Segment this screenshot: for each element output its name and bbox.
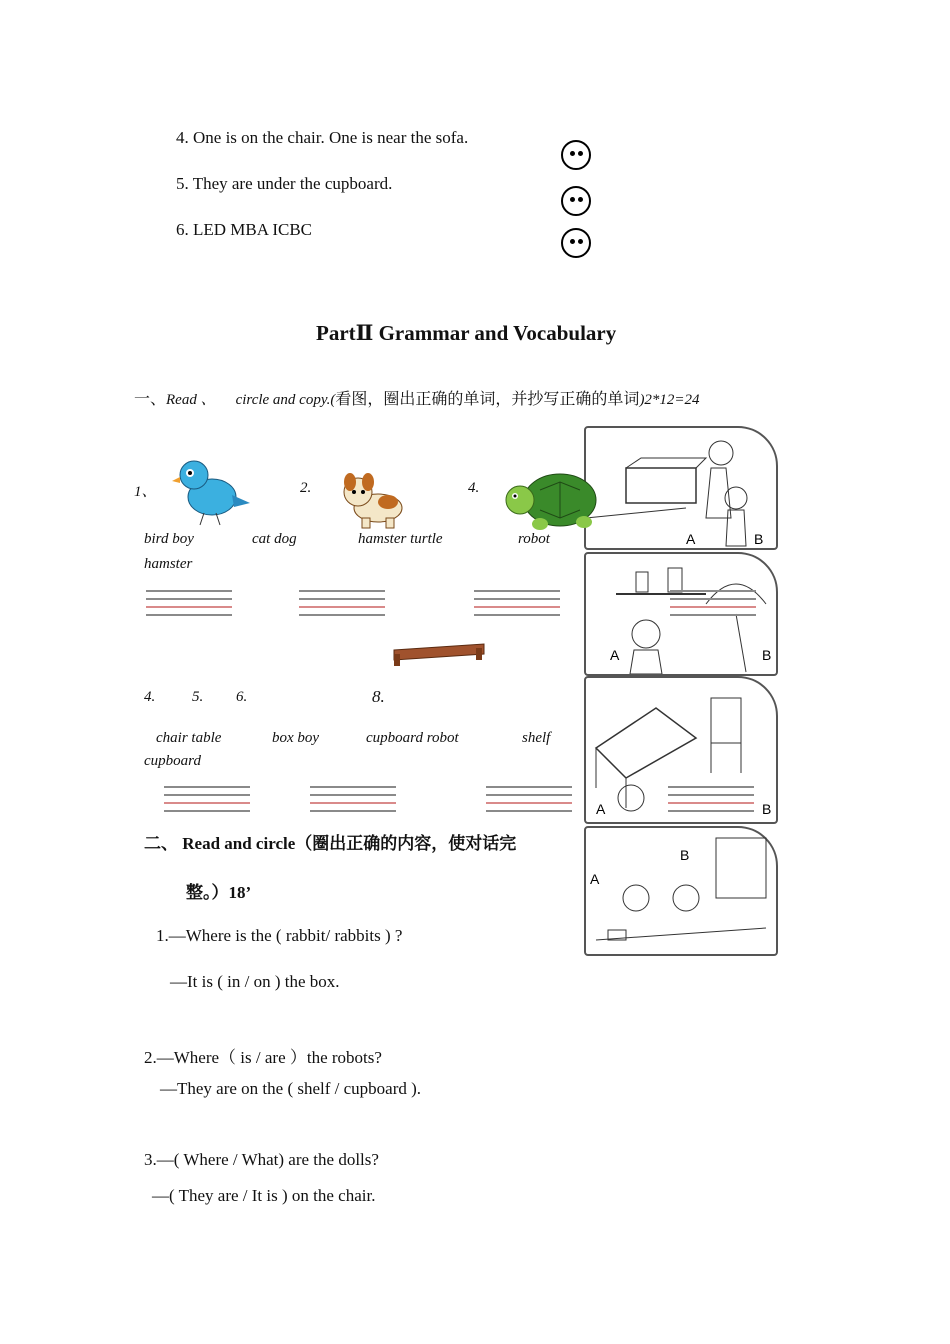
smiley-face-icon[interactable] bbox=[561, 186, 591, 216]
question-1b[interactable]: —It is ( in / on ) the box. bbox=[170, 972, 340, 991]
item-number: 4. bbox=[144, 689, 156, 705]
question-1a[interactable]: 1.—Where is the ( rabbit/ rabbits ) ? bbox=[156, 926, 403, 945]
item-number: 1、 bbox=[134, 484, 157, 500]
word-choices[interactable]: chair table bbox=[156, 730, 222, 746]
word-choices[interactable]: box boy bbox=[272, 730, 320, 746]
section1-en: circle and copy.( bbox=[235, 392, 336, 408]
picture-panel-1 bbox=[584, 426, 778, 550]
writing-lines[interactable] bbox=[474, 590, 560, 634]
panel1-label-b: B bbox=[754, 531, 764, 547]
item-number: 8. bbox=[372, 687, 385, 706]
item-number: 2. bbox=[300, 480, 312, 496]
panel2-label-a: A bbox=[610, 647, 620, 663]
writing-lines[interactable] bbox=[668, 786, 754, 830]
item-number: 5. bbox=[192, 689, 204, 705]
section1-cn: 看图，圈出正确的单词，并抄写正确的单词 bbox=[335, 391, 640, 408]
writing-lines[interactable] bbox=[486, 786, 572, 830]
part2-title: PartⅡ Grammar and Vocabulary bbox=[316, 321, 617, 345]
item-number: 6. bbox=[236, 689, 248, 705]
item-number: 4. bbox=[468, 480, 480, 496]
panel1-label-a: A bbox=[686, 531, 696, 547]
panel4-label-b: B bbox=[680, 847, 690, 863]
question-2b[interactable]: —They are on the ( shelf / cupboard ). bbox=[160, 1079, 422, 1098]
panel3-label-a: A bbox=[596, 801, 606, 817]
shelf-icon bbox=[390, 640, 488, 668]
section1-heading bbox=[134, 386, 700, 409]
word-choices[interactable]: shelf bbox=[522, 730, 551, 746]
picture-panel-4 bbox=[584, 826, 778, 956]
panel4-label-a: A bbox=[590, 871, 600, 887]
word-choices[interactable]: cupboard bbox=[144, 753, 201, 769]
writing-lines[interactable] bbox=[299, 590, 385, 634]
section2-heading-cont: 整。）18’ bbox=[186, 883, 252, 902]
word-choices[interactable]: hamster turtle bbox=[358, 531, 443, 547]
writing-lines[interactable] bbox=[670, 590, 756, 634]
question-3b[interactable]: —( They are / It is ) on the chair. bbox=[152, 1186, 376, 1205]
children-classroom-illustration bbox=[586, 828, 776, 954]
section2-heading: 二、 Read and circle（圈出正确的内容，使对话完 bbox=[144, 834, 517, 853]
word-choices[interactable]: robot bbox=[518, 531, 550, 547]
word-choices[interactable]: cupboard robot bbox=[366, 730, 459, 746]
question-2a[interactable]: 2.—Where（ is / are ）the robots? bbox=[144, 1048, 382, 1067]
question-3a[interactable]: 3.—( Where / What) are the dolls? bbox=[144, 1150, 379, 1169]
dog-icon bbox=[336, 470, 410, 530]
word-choices[interactable]: hamster bbox=[144, 556, 193, 572]
writing-lines[interactable] bbox=[164, 786, 250, 830]
writing-lines[interactable] bbox=[146, 590, 232, 634]
panel3-label-b: B bbox=[762, 801, 772, 817]
smiley-face-icon[interactable] bbox=[561, 228, 591, 258]
word-choices[interactable]: cat dog bbox=[252, 531, 297, 547]
listening-item-5: 5. They are under the cupboard. bbox=[176, 174, 393, 193]
girl-box-illustration bbox=[586, 428, 776, 548]
smiley-face-icon[interactable] bbox=[561, 140, 591, 170]
panel2-label-b: B bbox=[762, 647, 772, 663]
writing-lines[interactable] bbox=[310, 786, 396, 830]
listening-item-4: 4. One is on the chair. One is near the sofa. bbox=[176, 128, 469, 147]
word-choices[interactable]: bird boy bbox=[144, 531, 194, 547]
bird-icon bbox=[172, 455, 252, 527]
section1-score: )2*12=24 bbox=[639, 392, 700, 408]
turtle-icon bbox=[500, 470, 604, 534]
section1-prefix: 一、 bbox=[134, 391, 167, 408]
section1-read: Read 、 bbox=[166, 392, 216, 408]
listening-item-6: 6. LED MBA ICBC bbox=[176, 220, 313, 239]
